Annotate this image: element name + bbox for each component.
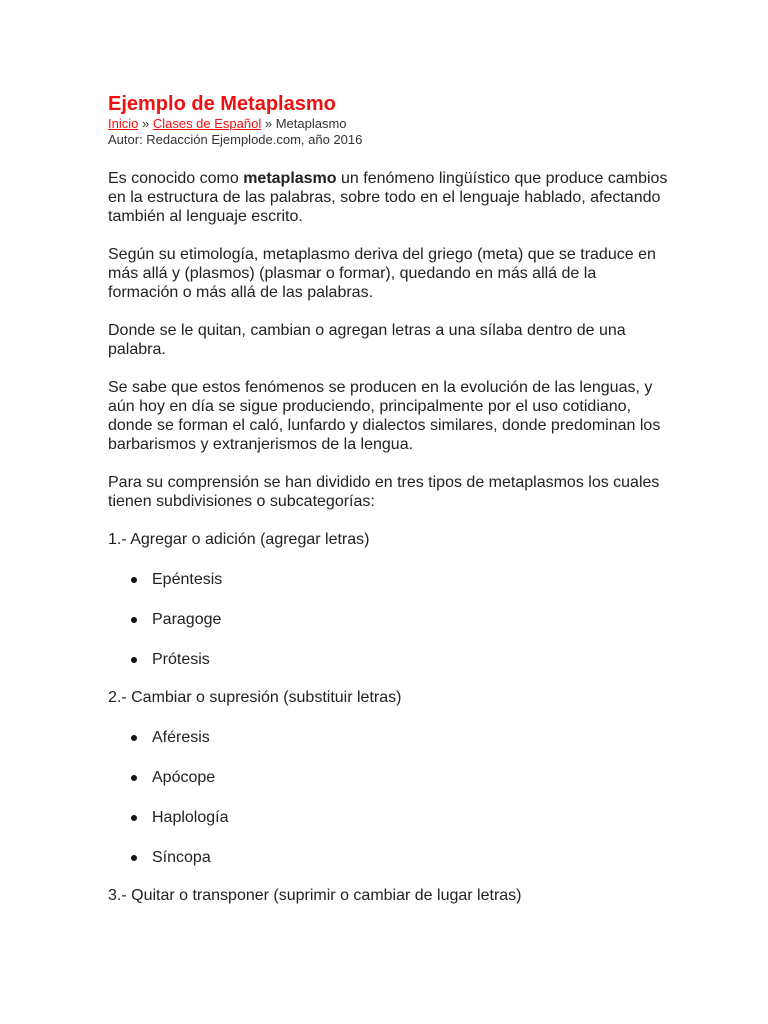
intro-text-after: un fenómeno lingüístico que produce cambios en la estructura de las palabras, sobre todo en el lenguaje hablado, afectando también al lenguaje escrito. xyxy=(108,170,668,225)
paragraph-etymology: Según su etimología, metaplasmo deriva del griego (meta) que se traduce en más allá y (plasmos) (plasmar o formar), quedando en más allá de la formación o más allá de las palabras. xyxy=(108,246,656,301)
list-change xyxy=(108,728,668,867)
intro-text-before: Es conocido como xyxy=(108,170,244,187)
intro-term: metaplasmo xyxy=(243,170,337,187)
list-item: Síncopa xyxy=(108,848,668,867)
article xyxy=(108,92,668,905)
list-add xyxy=(108,570,668,669)
list-item: Epéntesis xyxy=(108,570,668,589)
breadcrumb-link-category[interactable]: Clases de Español xyxy=(152,116,262,131)
section-heading-add: 1.- Agregar o adición (agregar letras) xyxy=(108,531,370,548)
section-heading-remove: 3.- Quitar o transponer (suprimir o cambiar de lugar letras) xyxy=(108,887,522,904)
page-title: Ejemplo de Metaplasmo xyxy=(108,93,336,115)
list-item: Prótesis xyxy=(108,650,668,669)
intro-paragraph xyxy=(108,169,668,226)
list-item: Aféresis xyxy=(108,728,668,747)
breadcrumb-separator: » xyxy=(261,116,276,131)
author-line: Autor: Redacción Ejemplode.com, año 2016 xyxy=(108,132,363,147)
list-item: Apócope xyxy=(108,768,668,787)
breadcrumb-current: Metaplasmo xyxy=(275,116,347,131)
section-heading-change: 2.- Cambiar o supresión (substituir letras) xyxy=(108,689,402,706)
breadcrumb-link-home[interactable]: Inicio xyxy=(108,116,139,131)
paragraph-evolution: Se sabe que estos fenómenos se producen en la evolución de las lenguas, y aún hoy en día se sigue produciendo, principalmente por el uso cotidiano, donde se forman el caló, lunfardo y dialectos similares, donde predominan los barbarismos y extranjerismos de la lengua. xyxy=(108,379,661,453)
breadcrumb xyxy=(108,116,668,132)
list-item: Haplología xyxy=(108,808,668,827)
paragraph-types-intro: Para su comprensión se han dividido en tres tipos de metaplasmos los cuales tienen subdivisiones o subcategorías: xyxy=(108,474,660,510)
list-item: Paragoge xyxy=(108,610,668,629)
breadcrumb-separator: » xyxy=(138,116,153,131)
paragraph-definition: Donde se le quitan, cambian o agregan letras a una sílaba dentro de una palabra. xyxy=(108,322,626,358)
